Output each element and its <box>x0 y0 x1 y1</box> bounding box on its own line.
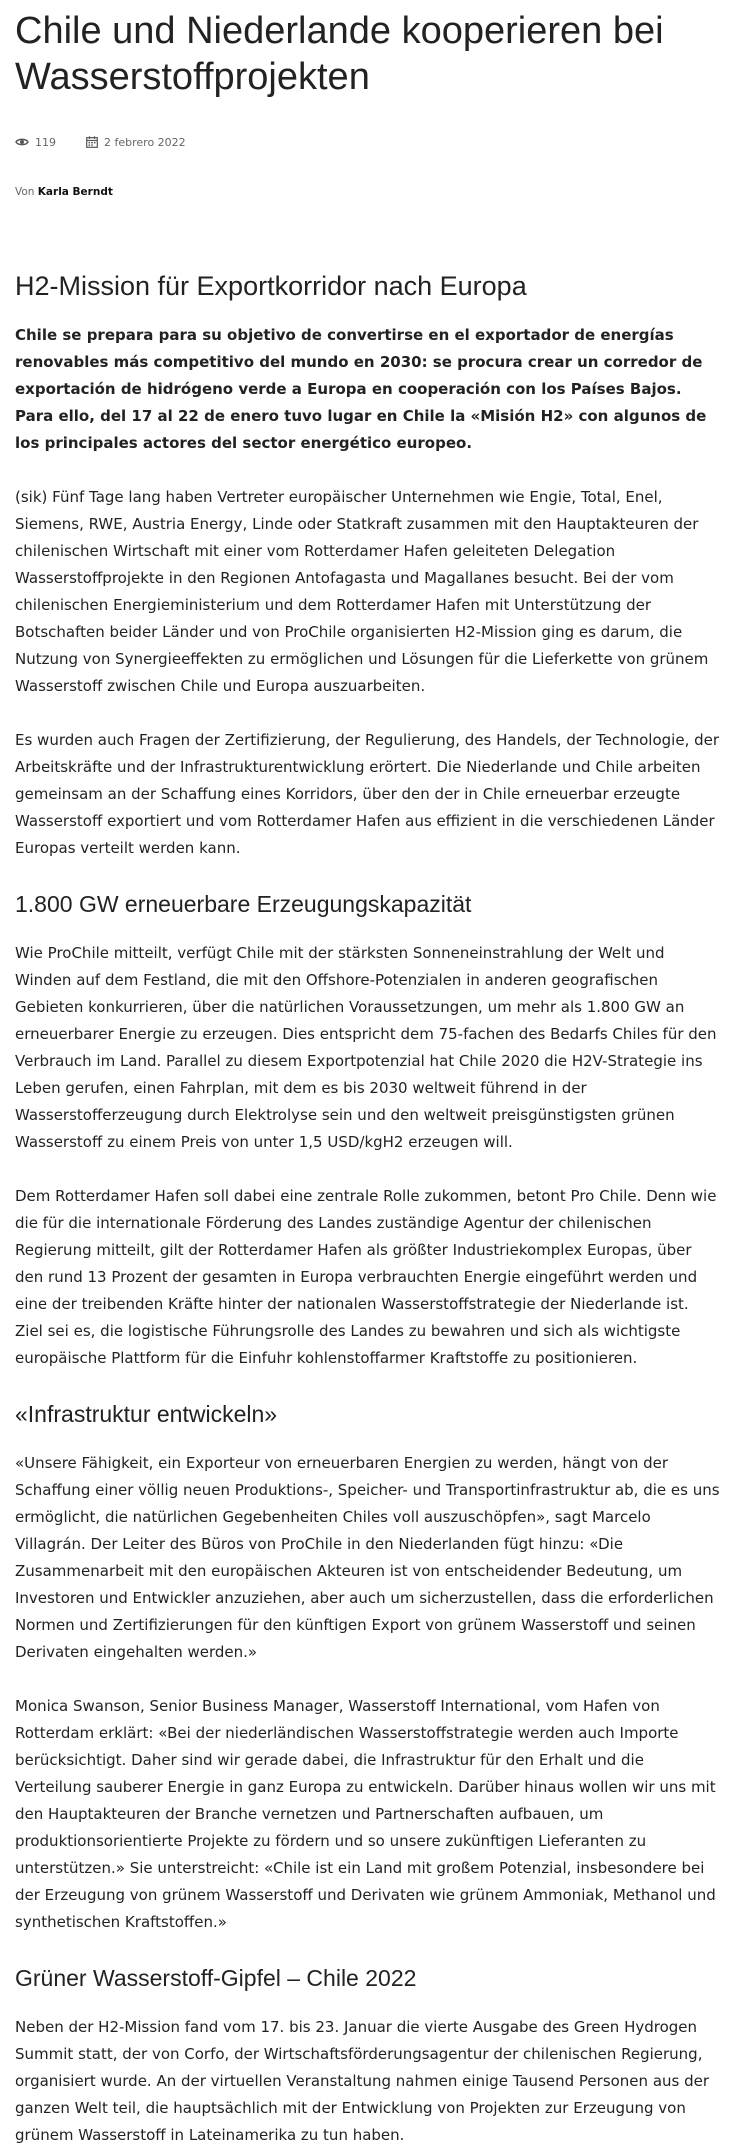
paragraph-6: Monica Swanson, Senior Business Manager, Wasserstoff International, vom Hafen von Rotterdam erklärt: «Bei der niederländischen Wasserstoffstrategie werden auch Importe berücksichtigt. Daher sind wir gerade dabei, die Infrastruktur für den Erhalt und die Verteilung sauberer Energie in ganz Europa zu entwickeln. Darüber hinaus wollen wir uns mit den Hauptakteuren der Branche vernetzen und Partnerschaften aufbauen, um produktionsorientierte Projekte zu fördern und so unsere zukünftigen Lieferanten zu unterstützen.» Sie unterstreicht: «Chile ist ein Land mit großem Potenzial, insbesondere bei der Erzeugung von grünem Wasserstoff und Derivaten wie grünem Ammoniak, Methanol und synthetischen Kraftstoffen.» <box>15 1697 716 1931</box>
paragraph-4: Dem Rotterdamer Hafen soll dabei eine zentrale Rolle zukommen, betont Pro Chile. Denn wie die für die internationale Förderung des Landes zuständige Agentur der chilenischen Regierung mitteilt, gilt der Rotterdamer Hafen als größter Industriekomplex Europas, über den rund 13 Prozent der gesamten in Europa verbrauchten Energie eingeführt werden und eine der treibenden Kräfte hinter der nationalen Wasserstoffstrategie der Niederlande ist. Ziel sei es, die logistische Führungsrolle des Landes zu bewahren und sich als wichtigste europäische Plattform für die Einfuhr kohlenstoffarmer Kraftstoffe zu positionieren. <box>15 1187 717 1367</box>
byline-prefix: Von <box>15 186 35 198</box>
paragraph-7: Neben der H2-Mission fand vom 17. bis 23. Januar die vierte Ausgabe des Green Hydrogen Summit statt, der von Corfo, der Wirtschaftsförderungsagentur der chilenischen Regierung, organisiert wurde. An der virtuellen Veranstaltung nahmen einige Tausend Personen aus der ganzen Welt teil, die hauptsächlich mit der Entwicklung von Projekten zur Erzeugung von grünem Wasserstoff in Lateinamerika zu tun haben. <box>15 2018 710 2144</box>
paragraph-1: (sik) Fünf Tage lang haben Vertreter europäischer Unternehmen wie Engie, Total, Enel, Siemens, RWE, Austria Energy, Linde oder Statkraft zusammen mit den Hauptakteuren der chilenischen Wirtschaft mit einer vom Rotterdamer Hafen geleiteten Delegation Wasserstoffprojekte in den Regionen Antofagasta und Magallanes besucht. Bei der vom chilenischen Energieministerium und dem Rotterdamer Hafen mit Unterstützung der Botschaften beider Länder und von ProChile organisierten H2-Mission ging es darum, die Nutzung von Synergieeffekten zu ermöglichen und Lösungen für die Lieferkette von grünem Wasserstoff zwischen Chile und Europa auszuarbeiten. <box>15 488 709 695</box>
eye-icon <box>15 137 29 147</box>
section-heading-infrastructure: «Infrastruktur entwickeln» <box>15 1401 278 1427</box>
publish-date <box>86 136 186 149</box>
section-heading-capacity: 1.800 GW erneuerbare Erzeugungskapazität <box>15 891 472 917</box>
section-heading-mission: H2-Mission für Exportkorridor nach Europa <box>15 271 527 301</box>
page-title: Chile und Niederlande kooperieren bei Wasserstoffprojekten <box>15 10 664 98</box>
article-meta <box>15 134 720 150</box>
author-name[interactable]: Karla Berndt <box>37 186 113 198</box>
calendar-icon <box>86 136 98 148</box>
paragraph-3: Wie ProChile mitteilt, verfügt Chile mit der stärksten Sonneneinstrahlung der Welt und Winden auf dem Festland, die mit den Offshore-Potenzialen in anderen geografischen Gebieten konkurrieren, über die natürlichen Voraussetzungen, um mehr als 1.800 GW an erneuerbarer Energie zu erzeugen. Dies entspricht dem 75-fachen des Bedarfs Chiles für den Verbrauch im Land. Parallel zu diesem Exportpotenzial hat Chile 2020 die H2V-Strategie ins Leben gerufen, einen Fahrplan, mit dem es bis 2030 weltweit führend in der Wasserstofferzeugung durch Elektrolyse sein und den weltweit preisgünstigsten grünen Wasserstoff zu einem Preis von unter 1,5 USD/kgH2 erzeugen will. <box>15 944 717 1151</box>
view-count <box>15 136 56 149</box>
lead-paragraph: Chile se prepara para su objetivo de convertirse en el exportador de energías renovables más competitivo del mundo en 2030: se procura crear un corredor de exportación de hidrógeno verde a Europa en cooperación con los Países Bajos. Para ello, del 17 al 22 de enero tuvo lugar en Chile la «Misión H2» con algunos de los principales actores del sector energético europeo. <box>15 326 707 452</box>
publish-date-value: 2 febrero 2022 <box>104 135 186 149</box>
paragraph-2: Es wurden auch Fragen der Zertifizierung, der Regulierung, des Handels, der Technologie, der Arbeitskräfte und der Infrastrukturentwicklung erörtert. Die Niederlande und Chile arbeiten gemeinsam an der Schaffung eines Korridors, über den der in Chile erneuerbar erzeugte Wasserstoff exportiert und vom Rotterdamer Hafen aus effizient in die verschiedenen Länder Europas verteilt werden kann. <box>15 731 720 857</box>
section-heading-summit: Grüner Wasserstoff-Gipfel – Chile 2022 <box>15 1965 417 1991</box>
view-count-value: 119 <box>35 135 56 149</box>
paragraph-5: «Unsere Fähigkeit, ein Exporteur von erneuerbaren Energien zu werden, hängt von der Schaffung einer völlig neuen Produktions-, Speicher- und Transportinfrastruktur ab, die es uns ermöglicht, die natürlichen Gegebenheiten Chiles voll auszuschöpfen», sagt Marcelo Villagrán. Der Leiter des Büros von ProChile in den Niederlanden fügt hinzu: «Die Zusammenarbeit mit den europäischen Akteuren ist von entscheidender Bedeutung, um Investoren und Entwickler anzuziehen, aber auch um sicherzustellen, dass die erforderlichen Normen und Zertifizierungen für den künftigen Export von grünem Wasserstoff und seinen Derivaten eingehalten werden.» <box>15 1454 720 1661</box>
byline <box>15 186 720 202</box>
